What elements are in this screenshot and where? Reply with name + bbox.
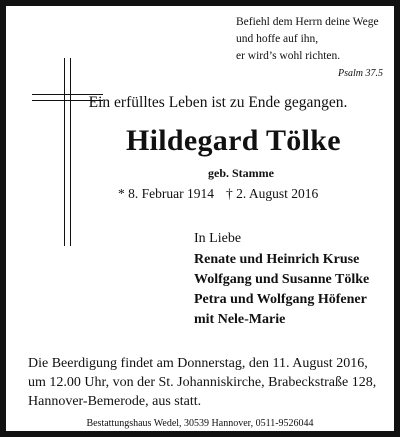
- life-dates: [118, 186, 318, 202]
- verse-line: er wird’s wohl richten.: [236, 50, 341, 62]
- undertaker-info: Bestattungshaus Wedel, 30539 Hannover, 0511-9526044: [86, 418, 314, 429]
- funeral-details: [28, 354, 376, 411]
- death-date: † 2. August 2016: [225, 186, 319, 201]
- birth-date: * 8. Februar 1914: [118, 186, 214, 201]
- mourner-line: mit Nele-Marie: [194, 312, 286, 327]
- mourner-line: Wolfgang und Susanne Tölke: [194, 272, 370, 287]
- intro-text: Ein erfülltes Leben ist zu Ende gegangen.: [88, 94, 348, 111]
- birth-name: geb. Stamme: [208, 166, 274, 180]
- verse-line: Befiehl dem Herrn deine Wege: [236, 16, 379, 28]
- cross-vertical-line-right: [70, 58, 71, 246]
- funeral-line: um 12.00 Uhr, von der St. Johanniskirche, Brabeckstraße 128,: [28, 375, 377, 390]
- mourner-line: Renate und Heinrich Kruse: [194, 252, 360, 267]
- cross-vertical-line-left: [64, 58, 65, 246]
- funeral-line: Hannover-Bemerode, aus statt.: [28, 394, 202, 409]
- bible-verse: [236, 14, 379, 65]
- funeral-line: Die Beerdigung findet am Donnerstag, den 11. August 2016,: [28, 356, 368, 371]
- mourner-line: Petra und Wolfgang Höfener: [194, 292, 367, 307]
- deceased-name: Hildegard Tölke: [126, 124, 341, 157]
- verse-line: und hoffe auf ihn,: [236, 33, 319, 45]
- mourners-list: [194, 250, 369, 330]
- in-love-label: In Liebe: [194, 231, 242, 246]
- verse-source: Psalm 37.5: [338, 68, 383, 79]
